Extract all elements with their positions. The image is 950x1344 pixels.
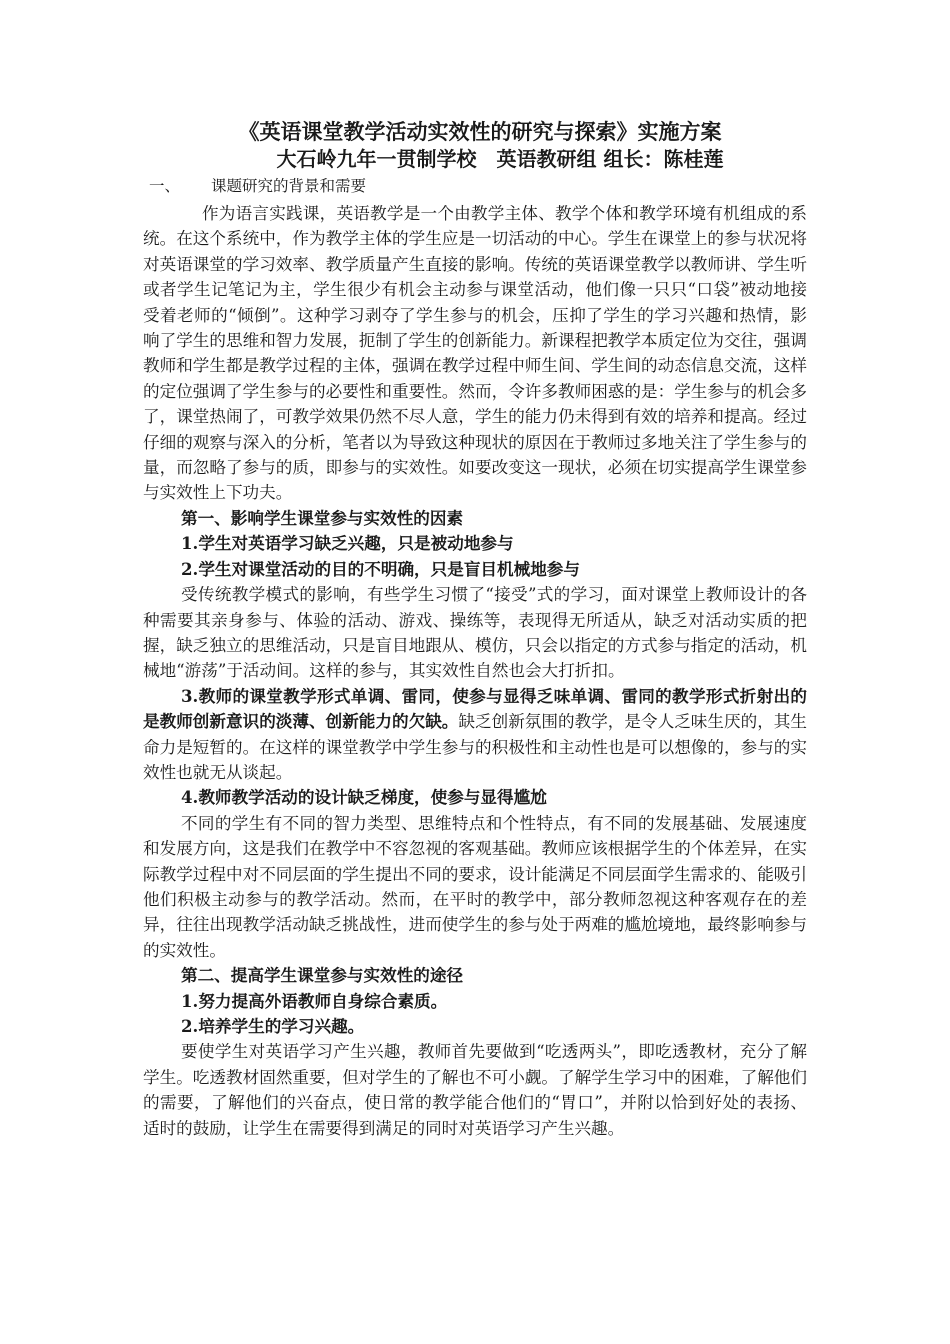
section-one-heading [143, 175, 366, 197]
part-two-item-2-text: 要使学生对英语学习产生兴趣，教师首先要做到“吃透两头”，即吃透教材，充分了解学生。吃透教材固然重要，但对学生的了解也不可小觑。了解学生学习中的困难，了解他们的需要，了解他们的兴奋点，使日常的教学能合他们的“胃口”，并附以恰到好处的表扬、适时的鼓励，让学生在需要得到满足的同时对英语学习产生兴趣。 [143, 1042, 807, 1138]
part-one-item-2-text: 受传统教学模式的影响，有些学生习惯了“接受”式的学习，面对课堂上教师设计的各种需要其亲身参与、体验的活动、游戏、操练等，表现得无所适从，缺乏对活动实质的把握，缺乏独立的思维活动，只是盲目地跟从、模仿，只会以指定的方式参与指定的活动，机械地“游荡”于活动间。这样的参与，其实效性自然也会大打折扣。 [143, 585, 807, 681]
part-two-item-1: 1.努力提高外语教师自身综合素质。 [181, 990, 448, 1011]
part-one-item-1: 1.学生对英语学习缺乏兴趣，只是被动地参与 [181, 533, 514, 554]
part-two-heading: 第二、提高学生课堂参与实效性的途径 [181, 965, 464, 986]
intro-paragraph: 作为语言实践课，英语教学是一个由教学主体、教学个体和教学环境有机组成的系统。在这个系统中，作为教学主体的学生应是一切活动的中心。学生在课堂上的参与状况将对英语课堂的学习效率、教学质量产生直接的影响。传统的英语课堂教学以教师讲、学生听或者学生记笔记为主，学生很少有机会主动参与课堂活动，他们像一只只“口袋”被动地接受着老师的“倾倒”。这种学习剥夺了学生参与的机会，压抑了学生的学习兴趣和热情，影响了学生的思维和智力发展，扼制了学生的创新能力。新课程把教学本质定位为交往，强调教师和学生都是教学过程的主体，强调在教学过程中师生间、学生间的动态信息交流，这样的定位强调了学生参与的必要性和重要性。然而，令许多教师困惑的是：学生参与的机会多了，课堂热闹了，可教学效果仍然不尽人意，学生的能力仍未得到有效的培养和提高。经过仔细的观察与深入的分析，笔者以为导致这种现状的原因在于教师过多地关注了学生参与的量，而忽略了参与的质，即参与的实效性。如要改变这一现状，必须在切实提高学生课堂参与实效性上下功夫。 [143, 204, 807, 503]
section-one-number: 一、 [149, 177, 181, 195]
part-one-item-3-paragraph [143, 684, 807, 786]
section-one-title: 课题研究的背景和需要 [211, 177, 367, 195]
part-one-item-4-text: 不同的学生有不同的智力类型、思维特点和个性特点，有不同的发展基础、发展速度和发展方向，这是我们在教学中不容忽视的客观基础。教师应该根据学生的个体差异，在实际教学过程中对不同层面的学生提出不同的要求，设计能满足不同层面学生需求的、能吸引他们积极主动参与的教学活动。然而，在平时的教学中，部分教师忽视这种客观存在的差异，往往出现教学活动缺乏挑战性，进而使学生的参与处于两难的尴尬境地，最终影响参与的实效性。 [143, 813, 807, 960]
document-body [143, 201, 807, 1141]
part-one-item-3-text: 缺乏创新氛围的教学，是令人乏味生厌的，其生命力是短暂的。在这样的课堂教学中学生参与的积极性和主动性也是可以想像的，参与的实效性也就无从谈起。 [143, 712, 808, 782]
document-title: 《英语课堂教学活动实效性的研究与探索》实施方案 [238, 119, 722, 144]
part-one-item-2: 2.学生对课堂活动的目的不明确，只是盲目机械地参与 [181, 558, 580, 579]
document-subtitle: 大石岭九年一贯制学校 英语教研组 组长：陈桂莲 [276, 147, 724, 171]
part-one-item-3-bold: 3.教师的课堂教学形式单调、雷同，使参与显得乏味单调、雷同的教学形式折射出的是教师创新意识的淡薄、创新能力的欠缺。 [143, 685, 807, 732]
part-two-item-2: 2.培养学生的学习兴趣。 [181, 1016, 365, 1036]
part-one-item-4: 4.教师教学活动的设计缺乏梯度，使参与显得尴尬 [181, 787, 547, 808]
part-one-heading: 第一、影响学生课堂参与实效性的因素 [181, 507, 464, 528]
